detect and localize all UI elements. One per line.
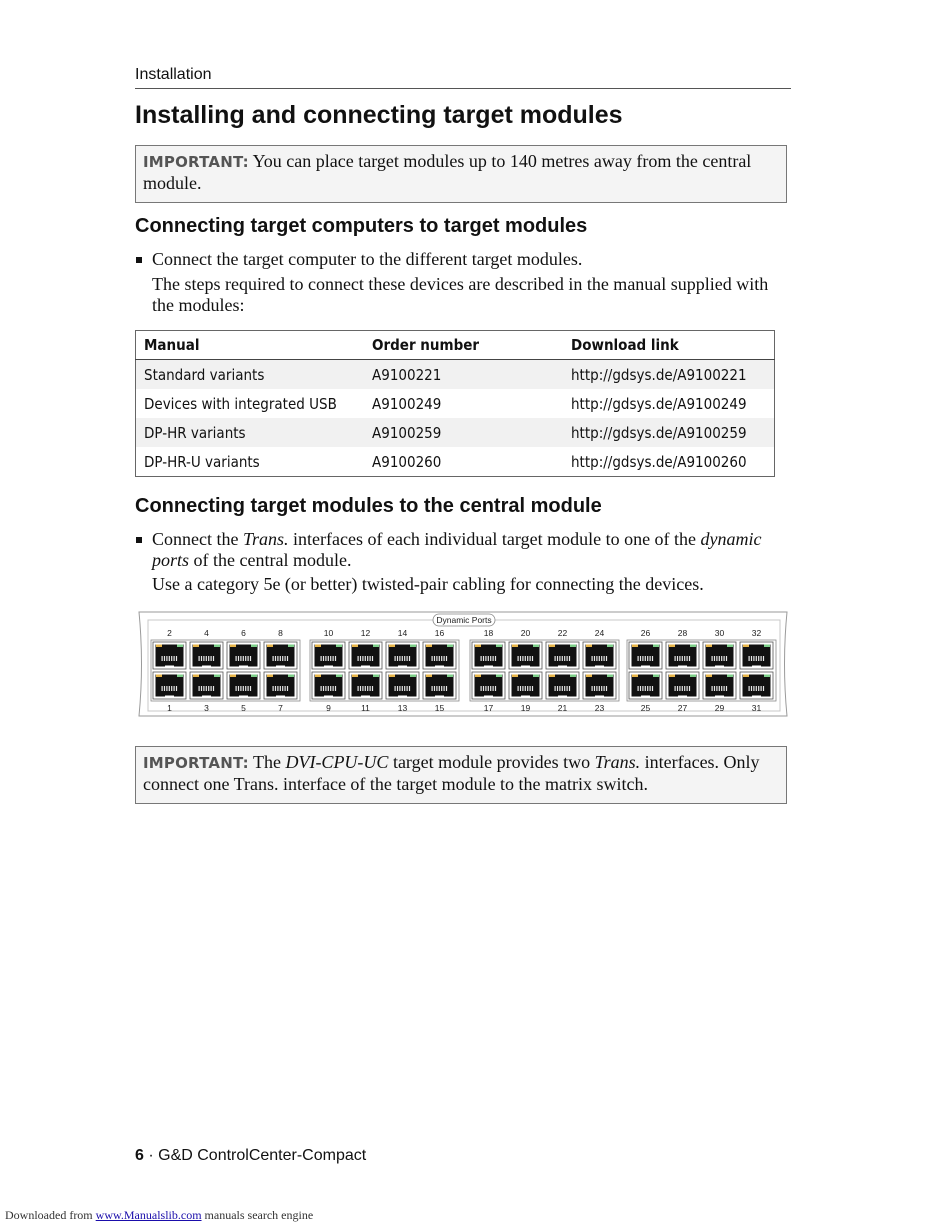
led-green <box>533 675 539 678</box>
port-number: 31 <box>751 703 762 713</box>
port-number: 14 <box>397 628 408 638</box>
port-number: 4 <box>204 628 209 638</box>
table-row <box>136 447 775 477</box>
led-green <box>336 645 342 648</box>
dynamic-ports-label: Dynamic Ports <box>436 615 492 625</box>
column-header: Manual <box>136 331 365 360</box>
download-note-text: manuals search engine <box>201 1208 314 1222</box>
led-amber <box>267 645 273 648</box>
port-number: 22 <box>557 628 568 638</box>
port-number: 23 <box>594 703 605 713</box>
running-header: Installation <box>135 66 212 83</box>
text-run: target module provides two <box>388 752 595 772</box>
led-amber <box>706 675 712 678</box>
led-green <box>177 675 183 678</box>
led-green <box>496 645 502 648</box>
led-green <box>410 675 416 678</box>
port-number: 9 <box>326 703 331 713</box>
table-header-row <box>136 331 775 360</box>
led-amber <box>267 675 273 678</box>
port-15 <box>423 672 456 699</box>
led-amber <box>743 675 749 678</box>
table-cell: DP-HR variants <box>136 418 365 447</box>
port-20 <box>509 642 542 669</box>
led-amber <box>632 675 638 678</box>
port-number: 30 <box>714 628 725 638</box>
port-14 <box>386 642 419 669</box>
port-number: 26 <box>640 628 651 638</box>
download-link[interactable]: http://gdsys.de/A9100260 <box>571 452 747 471</box>
port-32 <box>740 642 773 669</box>
port-number: 13 <box>397 703 408 713</box>
table-cell: DP-HR-U variants <box>144 452 260 471</box>
led-green <box>533 645 539 648</box>
text-run: interfaces of each individual target module to one of the <box>288 529 701 549</box>
table-cell: A9100221 <box>364 360 563 390</box>
header-divider <box>135 88 791 89</box>
important-label: IMPORTANT: <box>143 153 249 171</box>
port-12 <box>349 642 382 669</box>
port-27 <box>666 672 699 699</box>
led-green <box>288 645 294 648</box>
led-amber <box>586 645 592 648</box>
port-4 <box>190 642 223 669</box>
led-amber <box>475 645 481 648</box>
led-amber <box>475 675 481 678</box>
product-name: G&D ControlCenter-Compact <box>158 1147 367 1164</box>
port-29 <box>703 672 736 699</box>
port-31 <box>740 672 773 699</box>
led-green <box>653 645 659 648</box>
manualslib-link[interactable]: www.Manualslib.com <box>95 1208 202 1222</box>
port-9 <box>312 672 345 699</box>
important-text: You can place target modules up to 140 metres away from the central module. <box>143 151 752 193</box>
port-1 <box>153 672 186 699</box>
table-row <box>136 389 775 418</box>
emphasis-module-name: DVI-CPU-UC <box>285 752 389 772</box>
led-green <box>214 675 220 678</box>
table-row <box>136 360 775 390</box>
port-24 <box>583 642 616 669</box>
port-5 <box>227 672 260 699</box>
emphasis-trans: Trans. <box>242 529 289 549</box>
led-green <box>373 675 379 678</box>
port-3 <box>190 672 223 699</box>
led-amber <box>669 645 675 648</box>
led-green <box>373 645 379 648</box>
led-green <box>764 645 770 648</box>
led-amber <box>549 675 555 678</box>
text-run: of the central module. <box>189 550 352 570</box>
led-amber <box>352 675 358 678</box>
port-21 <box>546 672 579 699</box>
emphasis-trans: Trans. <box>594 752 641 772</box>
led-green <box>177 645 183 648</box>
port-11 <box>349 672 382 699</box>
port-number: 5 <box>241 703 246 713</box>
text-run: The <box>248 752 286 772</box>
led-green <box>690 645 696 648</box>
page-title: Installing and connecting target modules <box>135 101 623 129</box>
port-number: 1 <box>167 703 172 713</box>
led-amber <box>352 645 358 648</box>
port-25 <box>629 672 662 699</box>
port-number: 27 <box>677 703 688 713</box>
led-amber <box>632 645 638 648</box>
led-amber <box>156 675 162 678</box>
download-note <box>5 1208 313 1223</box>
led-green <box>288 675 294 678</box>
port-30 <box>703 642 736 669</box>
text-run: interfaces. Only connect one Trans. interface of the target module to the matrix switch. <box>143 752 760 794</box>
instruction-paragraph: The steps required to connect these devices are described in the manual supplied with the modules: <box>152 274 769 315</box>
port-number: 3 <box>204 703 209 713</box>
led-green <box>607 645 613 648</box>
table-cell: Standard variants <box>136 360 365 390</box>
led-amber <box>315 645 321 648</box>
port-10 <box>312 642 345 669</box>
led-amber <box>193 645 199 648</box>
port-number: 25 <box>640 703 651 713</box>
led-amber <box>426 645 432 648</box>
led-green <box>570 645 576 648</box>
bullet-marker <box>136 537 142 543</box>
led-amber <box>193 675 199 678</box>
manuals-table <box>135 330 775 477</box>
led-green <box>251 645 257 648</box>
led-green <box>447 675 453 678</box>
important-note <box>135 145 787 203</box>
port-7 <box>264 672 297 699</box>
port-number: 16 <box>434 628 445 638</box>
port-17 <box>472 672 505 699</box>
emphasis-dynamic-ports: dynamic ports <box>152 529 762 570</box>
port-number: 20 <box>520 628 531 638</box>
port-2 <box>153 642 186 669</box>
column-header: Order number <box>364 331 563 360</box>
led-green <box>727 645 733 648</box>
led-amber <box>230 645 236 648</box>
table-cell: A9100259 <box>364 418 563 447</box>
port-6 <box>227 642 260 669</box>
led-amber <box>426 675 432 678</box>
table-cell: A9100249 <box>372 394 442 413</box>
led-green <box>727 675 733 678</box>
port-number: 2 <box>167 628 172 638</box>
download-link[interactable]: http://gdsys.de/A9100249 <box>571 394 747 413</box>
led-green <box>410 645 416 648</box>
important-note <box>135 746 787 804</box>
download-link[interactable]: http://gdsys.de/A9100259 <box>563 418 775 447</box>
port-number: 19 <box>520 703 531 713</box>
section-heading-central: Connecting target modules to the central module <box>135 495 602 517</box>
led-amber <box>315 675 321 678</box>
led-amber <box>586 675 592 678</box>
port-number: 17 <box>483 703 494 713</box>
port-8 <box>264 642 297 669</box>
port-23 <box>583 672 616 699</box>
port-26 <box>629 642 662 669</box>
port-number: 11 <box>361 703 370 713</box>
important-label: IMPORTANT: <box>143 754 249 772</box>
bullet-marker <box>136 257 142 263</box>
led-green <box>653 675 659 678</box>
led-amber <box>156 645 162 648</box>
page-footer <box>135 1147 366 1165</box>
column-header: Download link <box>563 331 775 360</box>
port-number: 12 <box>360 628 371 638</box>
cabling-paragraph: Use a category 5e (or better) twisted-pair cabling for connecting the devices. <box>152 574 704 594</box>
table-cell: Devices with integrated USB <box>144 394 337 413</box>
port-number: 29 <box>714 703 725 713</box>
led-green <box>607 675 613 678</box>
led-amber <box>389 675 395 678</box>
port-19 <box>509 672 542 699</box>
led-amber <box>743 645 749 648</box>
led-amber <box>549 645 555 648</box>
section-heading-computers: Connecting target computers to target modules <box>135 215 588 237</box>
led-green <box>251 675 257 678</box>
led-amber <box>669 675 675 678</box>
led-green <box>447 645 453 648</box>
led-amber <box>512 675 518 678</box>
port-number: 7 <box>278 703 283 713</box>
port-16 <box>423 642 456 669</box>
text-run: Connect the <box>152 529 243 549</box>
dynamic-ports-diagram <box>135 608 790 720</box>
port-22 <box>546 642 579 669</box>
led-amber <box>389 645 395 648</box>
bullet-text: Connect the target computer to the different target modules. <box>152 249 583 269</box>
port-number: 10 <box>323 628 334 638</box>
port-number: 15 <box>434 703 445 713</box>
port-18 <box>472 642 505 669</box>
led-green <box>496 675 502 678</box>
led-amber <box>512 645 518 648</box>
led-green <box>570 675 576 678</box>
bullet-text <box>152 529 792 571</box>
port-number: 18 <box>483 628 494 638</box>
port-number: 24 <box>594 628 605 638</box>
download-link[interactable]: http://gdsys.de/A9100221 <box>563 360 775 390</box>
led-amber <box>706 645 712 648</box>
download-note-text: Downloaded from <box>5 1208 96 1222</box>
footer-separator: · <box>143 1147 159 1164</box>
port-13 <box>386 672 419 699</box>
table-cell: A9100260 <box>372 452 442 471</box>
led-green <box>336 675 342 678</box>
port-number: 21 <box>557 703 568 713</box>
table-row <box>136 418 775 447</box>
led-amber <box>230 675 236 678</box>
port-28 <box>666 642 699 669</box>
led-green <box>764 675 770 678</box>
led-green <box>214 645 220 648</box>
led-green <box>690 675 696 678</box>
port-number: 8 <box>278 628 283 638</box>
port-number: 32 <box>751 628 762 638</box>
port-number: 28 <box>677 628 688 638</box>
page-number: 6 <box>135 1147 144 1164</box>
port-number: 6 <box>241 628 246 638</box>
